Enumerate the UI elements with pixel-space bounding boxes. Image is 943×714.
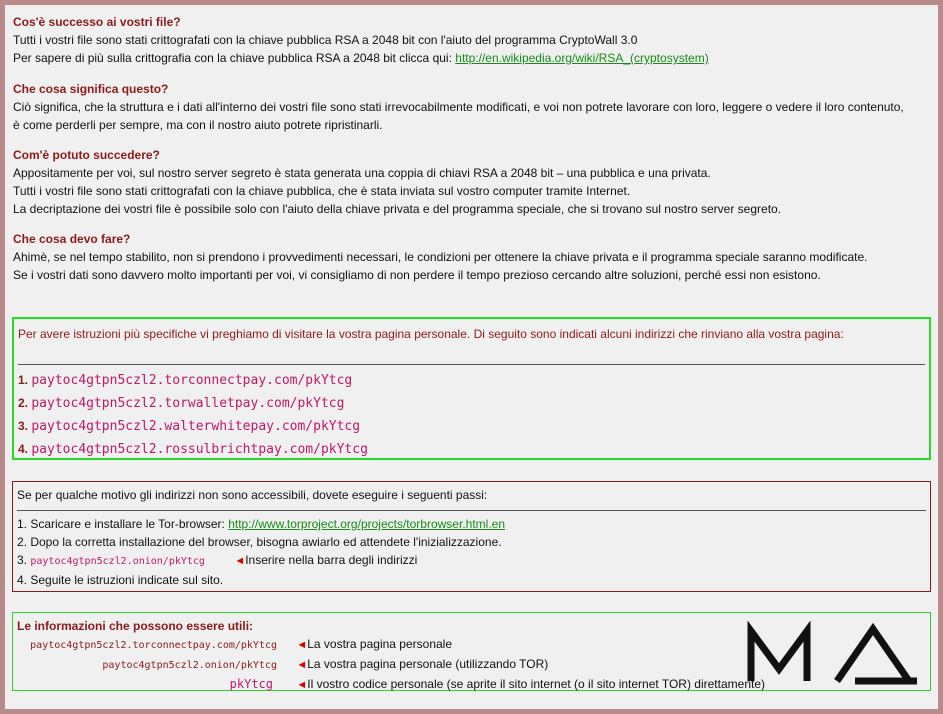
left-arrow-icon: ◄: [296, 679, 308, 691]
step-4: 4. Seguite le istruzioni indicate sul sito.: [17, 573, 224, 587]
personal-url-link[interactable]: paytoc4gtpn5czl2.walterwhitepay.com/pkYtcg: [31, 419, 361, 434]
section-text: Ciò significa, che la struttura e i dati all'interno dei vostri file sono stati irrevocabilmente modificati, e voi non potrete lavorare con loro, leggere o vedere il loro contenuto,: [13, 100, 904, 114]
step-3: [17, 551, 926, 571]
steps-intro: Se per qualche motivo gli indirizzi non sono accessibili, dovete eseguire i seguenti passi:: [17, 488, 488, 502]
list-number: 3.: [18, 419, 29, 433]
ma-watermark-logo: [745, 621, 930, 689]
info-value: paytoc4gtpn5czl2.onion/pkYtcg: [102, 660, 277, 671]
section-what-to-do: [13, 230, 918, 284]
ransom-note-page: [5, 5, 938, 709]
step-2: 2. Dopo la corretta installazione del browser, bisogna awiarlo ed attendete l'inizializzazione.: [17, 535, 502, 549]
section-what-happened: [13, 13, 918, 67]
list-item: [18, 369, 925, 392]
section-text: Tutti i vostri file sono stati crittografati con la chiave pubblica, che è stata inviata sul vostro computer tramite Internet.: [13, 184, 631, 198]
divider: [17, 510, 926, 511]
section-text: Tutti i vostri file sono stati crittografati con la chiave pubblica RSA a 2048 bit con l'aiuto del programma CryptoWall 3.0: [13, 33, 638, 47]
step-note: Inserire nella barra degli indirizzi: [245, 553, 418, 567]
section-text: Se i vostri dati sono davvero molto importanti per voi, vi consigliamo di non perdere il tempo prezioso cercando altre soluzioni, perché essi non esistono.: [13, 268, 821, 282]
section-heading: Cos'è successo ai vostri file?: [13, 15, 181, 29]
section-heading: Com'è potuto succedere?: [13, 148, 160, 162]
torproject-link[interactable]: http://www.torproject.org/projects/torbrowser.html.en: [228, 517, 505, 531]
section-what-it-means: [13, 80, 918, 134]
section-heading: Che cosa devo fare?: [13, 232, 131, 246]
left-arrow-icon: ◄: [296, 639, 308, 651]
info-value: pkYtcg: [229, 677, 273, 691]
section-text: è come perderli per sempre, ma con il nostro aiuto potrete ripristinarli.: [13, 118, 383, 132]
section-text-with-link: [13, 49, 918, 67]
personal-url-list: [18, 369, 925, 461]
section-text: La decriptazione dei vostri file è possibile solo con l'aiuto della chiave privata e del programma speciale, che si trovano sul nostro server segreto.: [13, 202, 782, 216]
list-number: 1.: [18, 373, 29, 387]
info-label: La vostra pagina personale (utilizzando TOR): [307, 657, 549, 671]
personal-url-link[interactable]: paytoc4gtpn5czl2.torwalletpay.com/pkYtcg: [31, 396, 345, 411]
wikipedia-rsa-link[interactable]: http://en.wikipedia.org/wiki/RSA_(cryptosystem): [455, 51, 709, 65]
info-value: paytoc4gtpn5czl2.torconnectpay.com/pkYtcg: [30, 640, 277, 651]
divider: [18, 364, 925, 365]
personal-page-intro: Per avere istruzioni più specifiche vi preghiamo di visitare la vostra pagina personale. Di seguito sono indicati alcuni indirizzi che rinviano alla vostra pagina:: [18, 327, 844, 341]
onion-url[interactable]: paytoc4gtpn5czl2.onion/pkYtcg: [30, 556, 205, 567]
left-arrow-icon: ◄: [296, 659, 308, 671]
list-item: [18, 415, 925, 438]
info-label: La vostra pagina personale: [307, 637, 453, 651]
step-text: 1. Scaricare e installare le Tor-browser:: [17, 517, 225, 531]
section-how-it-happened: [13, 146, 918, 218]
list-item: [18, 392, 925, 415]
tor-steps-box: [12, 481, 931, 592]
section-text: Ahimè, se nel tempo stabilito, non si prendono i provvedimenti necessari, le condizioni per ottenere la chiave privata e il programma speciale saranno modificate.: [13, 250, 868, 264]
list-item: [18, 438, 925, 461]
personal-url-link[interactable]: paytoc4gtpn5czl2.rossulbrichtpay.com/pkYtcg: [31, 442, 368, 457]
step-1: [17, 515, 926, 533]
list-number: 4.: [18, 442, 29, 456]
section-text: Per sapere di più sulla crittografia con la chiave pubblica RSA a 2048 bit clicca qui:: [13, 51, 452, 65]
personal-url-link[interactable]: paytoc4gtpn5czl2.torconnectpay.com/pkYtcg: [31, 373, 353, 388]
section-text: Appositamente per voi, sul nostro server segreto è stata generata una coppia di chiavi RSA a 2048 bit – una pubblica e una privata.: [13, 166, 711, 180]
step-number: 3.: [17, 553, 28, 567]
list-number: 2.: [18, 396, 29, 410]
info-label: Il vostro codice personale (se aprite il sito internet (o il sito internet TOR) direttamente): [307, 677, 765, 691]
left-arrow-icon: ◄: [234, 555, 246, 567]
section-heading: Che cosa significa questo?: [13, 82, 169, 96]
personal-page-box: [12, 317, 931, 460]
info-heading: Le informazioni che possono essere utili:: [17, 619, 254, 633]
